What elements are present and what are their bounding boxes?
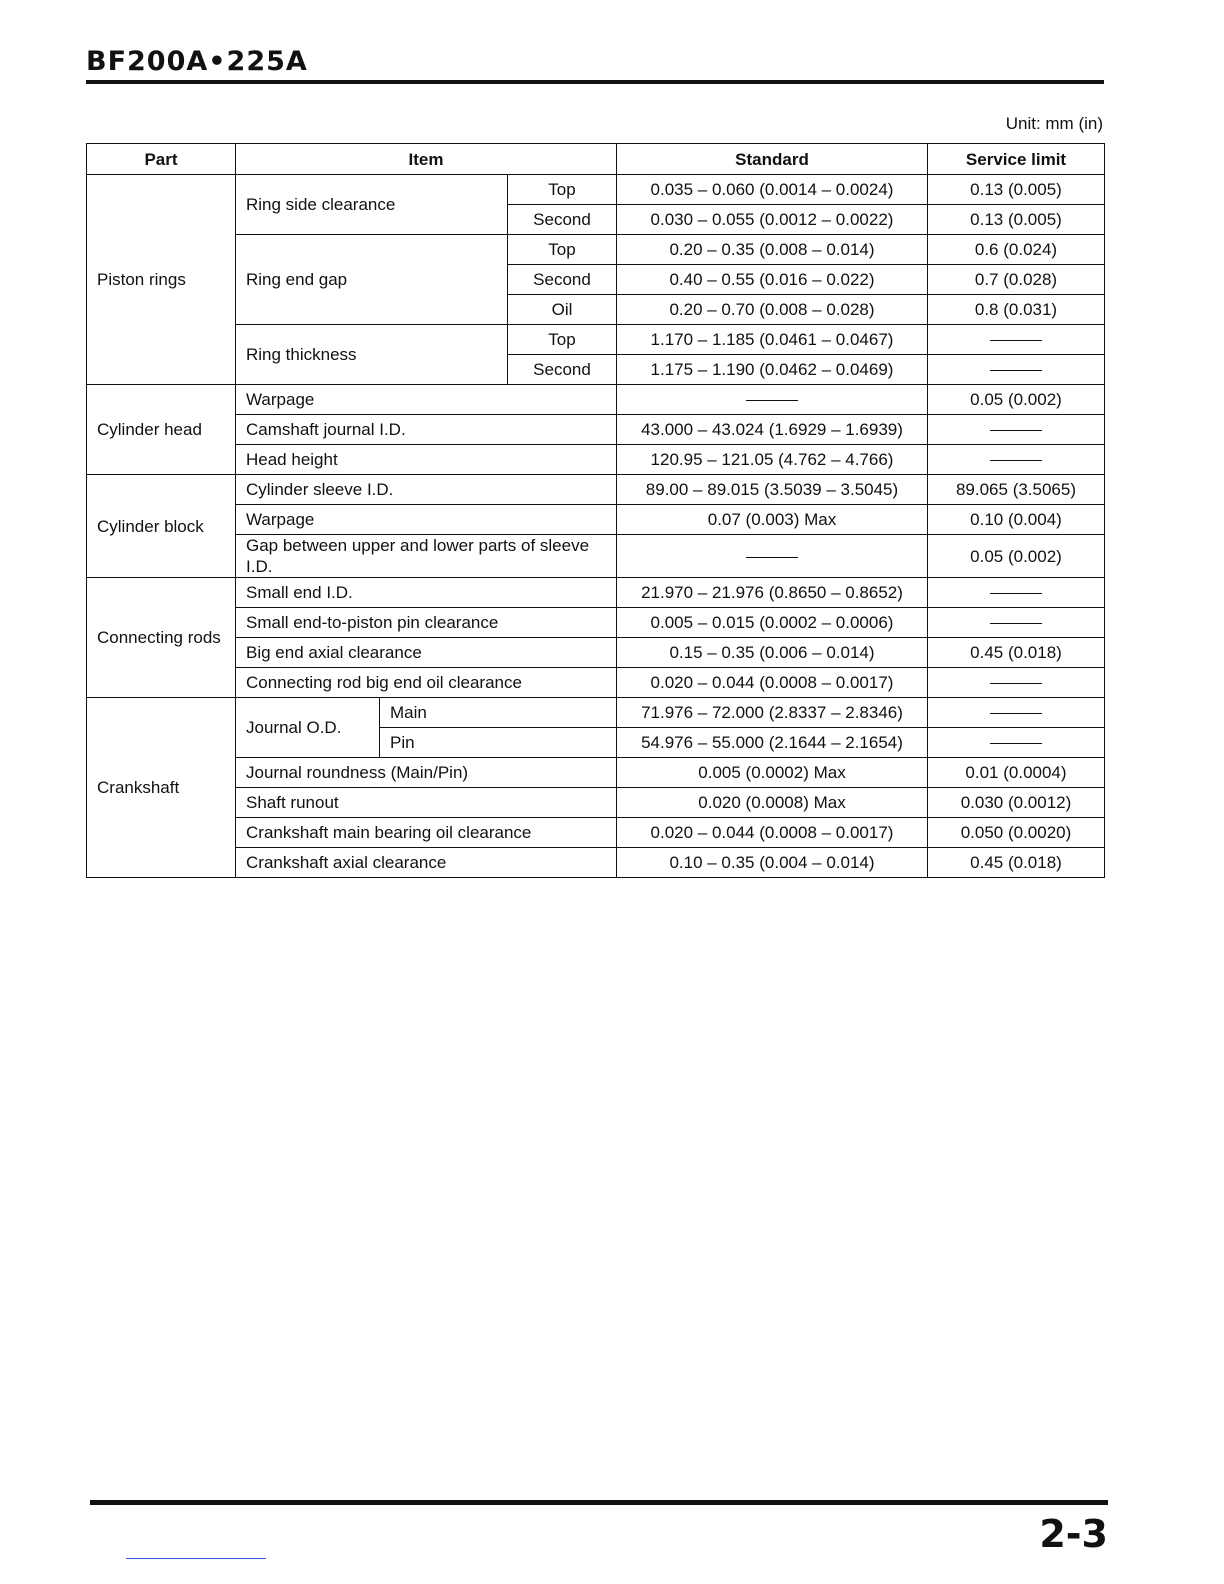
standard-value: 0.020 – 0.044 (0.0008 – 0.0017) [617, 818, 928, 848]
table-row [87, 325, 1105, 355]
dash-mark [990, 340, 1042, 341]
table-row [87, 848, 1105, 878]
standard-value: 0.020 – 0.044 (0.0008 – 0.0017) [617, 668, 928, 698]
standard-value: 0.005 (0.0002) Max [617, 758, 928, 788]
service-limit-empty [928, 668, 1105, 698]
item-journal-od: Journal O.D. [236, 698, 380, 758]
service-limit-empty [928, 325, 1105, 355]
service-limit-value: 0.45 (0.018) [928, 638, 1105, 668]
standard-value: 54.976 – 55.000 (2.1644 – 2.1654) [617, 728, 928, 758]
dash-mark [990, 743, 1042, 744]
item-shaft-runout: Shaft runout [236, 788, 617, 818]
header-item: Item [236, 144, 617, 175]
dash-mark [990, 370, 1042, 371]
standard-value: 21.970 – 21.976 (0.8650 – 0.8652) [617, 578, 928, 608]
item-big-end-axial: Big end axial clearance [236, 638, 617, 668]
bottom-rule [90, 1500, 1108, 1505]
standard-value: 0.030 – 0.055 (0.0012 – 0.0022) [617, 205, 928, 235]
table-row [87, 505, 1105, 535]
table-row [87, 608, 1105, 638]
service-limit-empty [928, 698, 1105, 728]
table-row [87, 698, 1105, 728]
top-rule [86, 80, 1104, 84]
item-sleeve-gap: Gap between upper and lower parts of sleeve I.D. [236, 535, 617, 578]
table-row [87, 788, 1105, 818]
item-pin-clearance: Small end-to-piston pin clearance [236, 608, 617, 638]
sub-item: Pin [380, 728, 617, 758]
table-row [87, 415, 1105, 445]
table-row [87, 235, 1105, 265]
item-big-end-oil: Connecting rod big end oil clearance [236, 668, 617, 698]
service-limit-value: 0.8 (0.031) [928, 295, 1105, 325]
part-connecting-rods: Connecting rods [87, 578, 236, 698]
part-cylinder-block: Cylinder block [87, 475, 236, 578]
item-ring-end-gap: Ring end gap [236, 235, 508, 325]
service-limit-value: 0.10 (0.004) [928, 505, 1105, 535]
dash-mark [746, 557, 798, 558]
standard-value: 71.976 – 72.000 (2.8337 – 2.8346) [617, 698, 928, 728]
item-ring-thickness: Ring thickness [236, 325, 508, 385]
unit-note: Unit: mm (in) [1005, 114, 1103, 133]
dash-mark [990, 460, 1042, 461]
service-limit-value: 0.7 (0.028) [928, 265, 1105, 295]
table-row [87, 668, 1105, 698]
standard-empty [617, 535, 928, 578]
table-row [87, 175, 1105, 205]
service-limit-value: 0.13 (0.005) [928, 205, 1105, 235]
table-row [87, 818, 1105, 848]
standard-value: 0.035 – 0.060 (0.0014 – 0.0024) [617, 175, 928, 205]
sub-item: Oil [508, 295, 617, 325]
footer-divider [126, 1558, 266, 1559]
service-limit-empty [928, 728, 1105, 758]
dash-mark [990, 683, 1042, 684]
table-row [87, 758, 1105, 788]
table-row [87, 535, 1105, 578]
specifications-table [86, 143, 1105, 878]
service-limit-value: 0.050 (0.0020) [928, 818, 1105, 848]
service-limit-empty [928, 578, 1105, 608]
table-header-row [87, 144, 1105, 175]
standard-value: 0.20 – 0.35 (0.008 – 0.014) [617, 235, 928, 265]
item-warpage: Warpage [236, 385, 617, 415]
service-limit-value: 0.030 (0.0012) [928, 788, 1105, 818]
standard-value: 1.170 – 1.185 (0.0461 – 0.0467) [617, 325, 928, 355]
item-head-height: Head height [236, 445, 617, 475]
service-limit-value: 0.45 (0.018) [928, 848, 1105, 878]
sub-item: Top [508, 175, 617, 205]
header-part: Part [87, 144, 236, 175]
dash-mark [990, 623, 1042, 624]
part-piston-rings: Piston rings [87, 175, 236, 385]
standard-value: 0.15 – 0.35 (0.006 – 0.014) [617, 638, 928, 668]
standard-empty [617, 385, 928, 415]
item-small-end: Small end I.D. [236, 578, 617, 608]
header-service-limit: Service limit [928, 144, 1105, 175]
standard-value: 0.020 (0.0008) Max [617, 788, 928, 818]
standard-value: 0.07 (0.003) Max [617, 505, 928, 535]
standard-value: 0.40 – 0.55 (0.016 – 0.022) [617, 265, 928, 295]
item-journal-roundness: Journal roundness (Main/Pin) [236, 758, 617, 788]
sub-item: Top [508, 235, 617, 265]
standard-value: 0.20 – 0.70 (0.008 – 0.028) [617, 295, 928, 325]
service-limit-value: 89.065 (3.5065) [928, 475, 1105, 505]
item-crankshaft-axial: Crankshaft axial clearance [236, 848, 617, 878]
standard-value: 89.00 – 89.015 (3.5039 – 3.5045) [617, 475, 928, 505]
dash-mark [990, 430, 1042, 431]
sub-item: Top [508, 325, 617, 355]
table-row [87, 578, 1105, 608]
item-warpage: Warpage [236, 505, 617, 535]
service-limit-empty [928, 355, 1105, 385]
sub-item: Second [508, 355, 617, 385]
model-title: BF200A•225A [86, 46, 308, 77]
service-limit-value: 0.05 (0.002) [928, 535, 1105, 578]
standard-value: 1.175 – 1.190 (0.0462 – 0.0469) [617, 355, 928, 385]
part-cylinder-head: Cylinder head [87, 385, 236, 475]
service-limit-value: 0.6 (0.024) [928, 235, 1105, 265]
sub-item: Second [508, 265, 617, 295]
item-camshaft-journal: Camshaft journal I.D. [236, 415, 617, 445]
standard-value: 120.95 – 121.05 (4.762 – 4.766) [617, 445, 928, 475]
item-cylinder-sleeve: Cylinder sleeve I.D. [236, 475, 617, 505]
service-limit-empty [928, 415, 1105, 445]
standard-value: 0.005 – 0.015 (0.0002 – 0.0006) [617, 608, 928, 638]
dash-mark [746, 400, 798, 401]
service-limit-empty [928, 445, 1105, 475]
sub-item: Main [380, 698, 617, 728]
standard-value: 43.000 – 43.024 (1.6929 – 1.6939) [617, 415, 928, 445]
service-limit-value: 0.05 (0.002) [928, 385, 1105, 415]
service-limit-value: 0.13 (0.005) [928, 175, 1105, 205]
part-crankshaft: Crankshaft [87, 698, 236, 878]
sub-item: Second [508, 205, 617, 235]
item-ring-side-clearance: Ring side clearance [236, 175, 508, 235]
standard-value: 0.10 – 0.35 (0.004 – 0.014) [617, 848, 928, 878]
service-limit-value: 0.01 (0.0004) [928, 758, 1105, 788]
table-row [87, 385, 1105, 415]
item-main-bearing-oil: Crankshaft main bearing oil clearance [236, 818, 617, 848]
header-standard: Standard [617, 144, 928, 175]
service-limit-empty [928, 608, 1105, 638]
dash-mark [990, 713, 1042, 714]
dash-mark [990, 593, 1042, 594]
table-row [87, 445, 1105, 475]
table-row [87, 638, 1105, 668]
table-row [87, 475, 1105, 505]
page-number: 2-3 [1039, 1512, 1108, 1556]
